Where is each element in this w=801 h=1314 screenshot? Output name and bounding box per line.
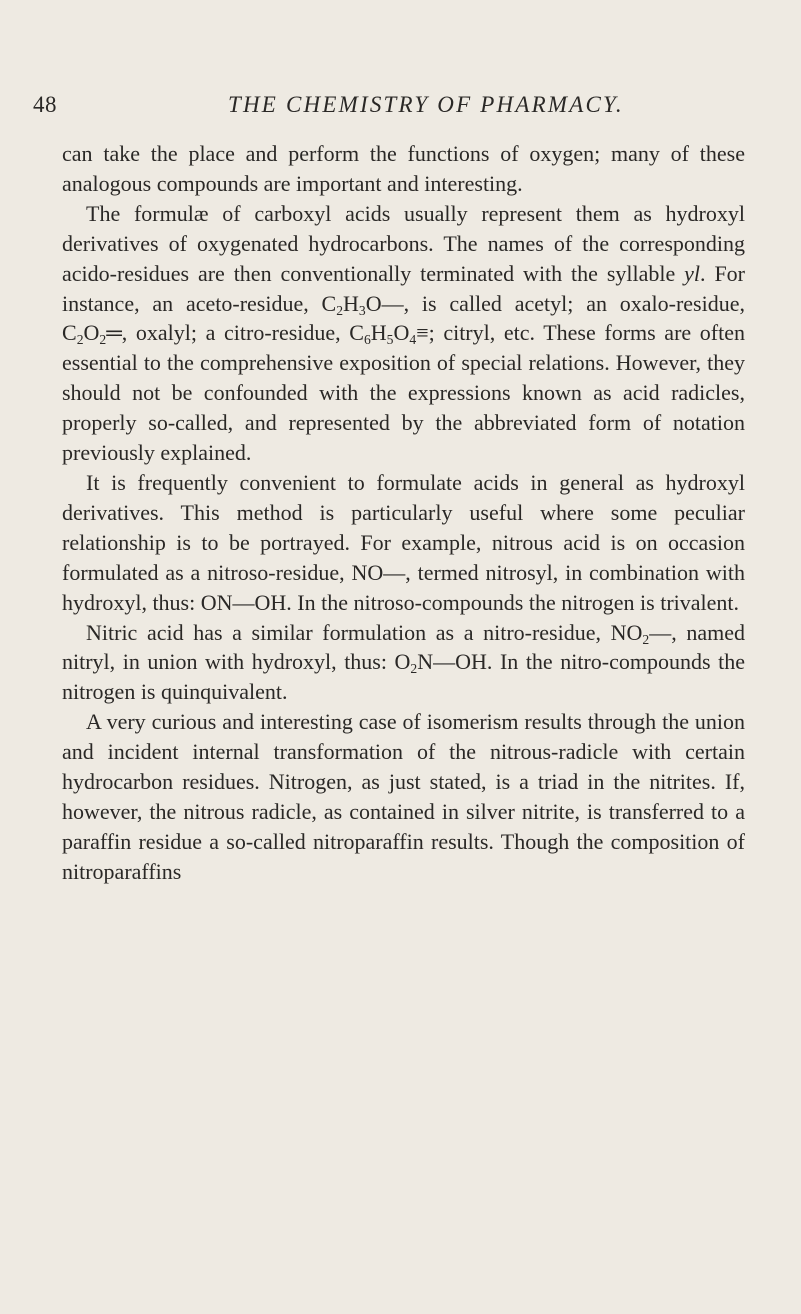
subscript: 2 bbox=[99, 332, 107, 348]
text-run: N—OH. In the nitro-compounds the nitrogen is quinquivalent. bbox=[62, 649, 745, 705]
page-number: 48 bbox=[33, 92, 57, 117]
subscript: 2 bbox=[76, 332, 84, 348]
subscript: 5 bbox=[386, 332, 394, 348]
paragraph bbox=[62, 618, 745, 708]
paragraph bbox=[62, 139, 745, 199]
subscript: 2 bbox=[336, 302, 344, 318]
text-run: ═, oxalyl; a citro-residue, C bbox=[106, 320, 364, 346]
text-run: ≡; citryl, etc. These forms are often essential to the comprehensive exposition of special relations. However, they should not be confounded with the expressions known as acid radicles, properly so-called, and represented by the abbreviated form of notation previously explained. bbox=[62, 320, 745, 466]
italic-text: yl bbox=[684, 260, 701, 286]
subscript: 3 bbox=[358, 302, 366, 318]
paragraph bbox=[62, 199, 745, 468]
text-run: O—, is called acetyl; an oxalo-residue, C bbox=[62, 290, 745, 346]
subscript: 4 bbox=[409, 332, 417, 348]
text-run: Nitric acid has a similar formulation as a nitro-residue, NO bbox=[86, 619, 643, 645]
paragraph bbox=[62, 707, 745, 886]
text-run: —, named nitryl, in union with hydroxyl, thus: O bbox=[62, 619, 745, 675]
text-run: O bbox=[83, 320, 100, 346]
text-run: It is frequently convenient to formulate acids in general as hydroxyl derivatives. This method is particularly useful where some peculiar relationship is to be portrayed. For example, nitrous acid is on occasion formulated as a nitroso-residue, NO—, termed nitrosyl, in combination with hydroxyl, thus: ON—OH. In the nitroso-compounds the nitrogen is trivalent. bbox=[62, 469, 745, 615]
running-title: THE CHEMISTRY OF PHARMACY. bbox=[228, 92, 624, 117]
text-run: A very curious and interesting case of isomerism results through the union and incident internal transformation of the nitrous-radicle with certain hydrocarbon residues. Nitrogen, as just stated, is a triad in the nitrites. If, however, the nitrous radicle, as contained in silver nitrite, is transferred to a paraffin residue a so-called nitroparaffin results. Though the composition of nitroparaffins bbox=[62, 709, 745, 884]
page-header bbox=[33, 92, 763, 126]
subscript: 2 bbox=[642, 631, 650, 647]
paragraph bbox=[62, 468, 745, 618]
text-run: H bbox=[370, 320, 387, 346]
body-text bbox=[62, 139, 745, 887]
text-run: can take the place and perform the functions of oxygen; many of these analogous compounds are important and interesting. bbox=[62, 141, 745, 196]
subscript: 6 bbox=[363, 332, 371, 348]
text-run: . For instance, an aceto-residue, C bbox=[62, 260, 745, 316]
subscript: 2 bbox=[410, 661, 418, 677]
text-run: H bbox=[343, 290, 359, 316]
text-run: O bbox=[393, 320, 410, 346]
text-run: The formulæ of carboxyl acids usually represent them as hydroxyl derivatives of oxygenated hydrocarbons. The names of the corresponding acido-residues are then conventionally terminated with the syllable bbox=[62, 200, 745, 286]
